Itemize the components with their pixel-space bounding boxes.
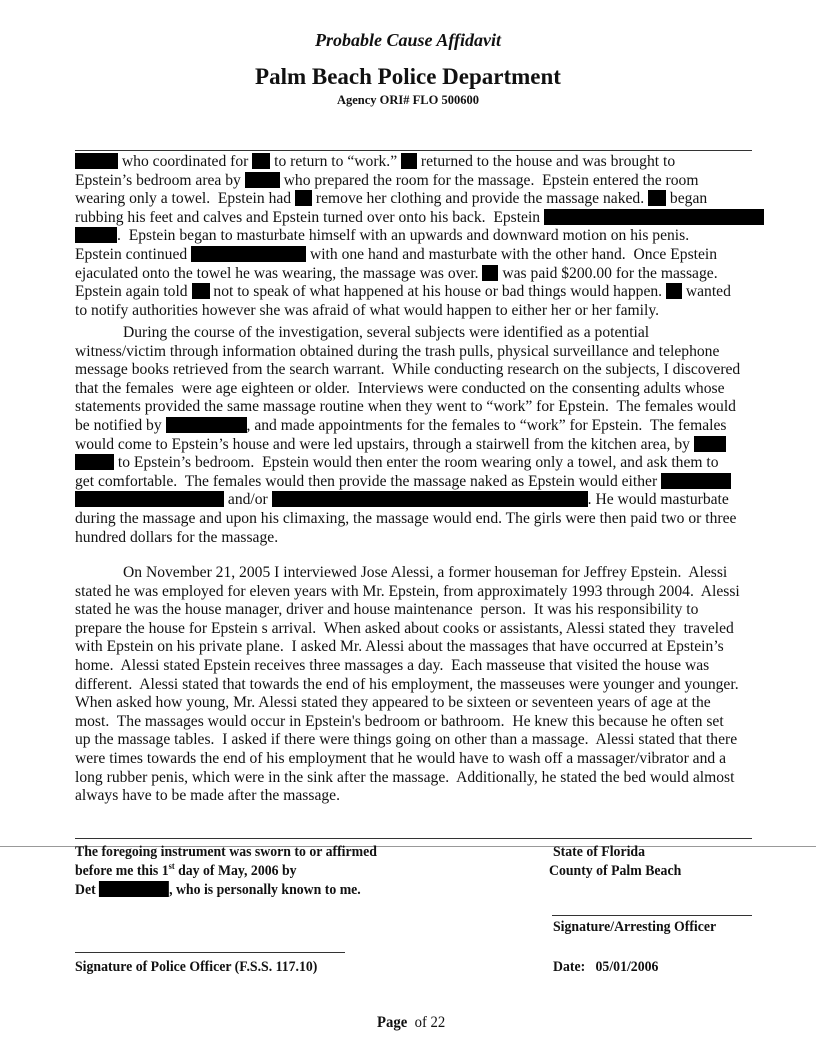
text-segment: ejaculated onto the towel he was wearing, the massage was over. — [75, 264, 483, 282]
footer-rule — [75, 838, 752, 839]
text-segment: hundred dollars for the massage. — [75, 528, 279, 546]
document-title: Probable Cause Affidavit — [315, 30, 501, 50]
text-segment: During the course of the investigation, several subjects were identified as a potential — [123, 324, 650, 341]
text-segment: were times towards the end of his employment that he would have to wash off a massager/vibrator and a — [75, 750, 727, 767]
text-segment: When asked how young, Mr. Alessi stated they appeared to be sixteen or seventeen years of age at the — [75, 694, 711, 712]
text-line — [75, 583, 740, 602]
redaction-box — [75, 454, 114, 470]
text-segment: who coordinated for — [118, 153, 253, 170]
text-segment: stated he was employed for eleven years with Mr. Epstein, from approximately 1993 through 2004. Alessi — [75, 582, 740, 600]
redaction-box — [661, 473, 731, 489]
redaction-box — [192, 283, 210, 299]
text-line — [75, 246, 717, 265]
text-segment: up the massage tables. I asked if there were things going on other than a massage. Alessi stated that there — [75, 731, 738, 749]
text-line — [75, 417, 726, 436]
text-segment: witness/victim through information obtained during the trash pulls, physical surveillance and telephone — [75, 342, 720, 360]
redaction-box — [272, 491, 588, 507]
text-line — [75, 153, 675, 172]
text-segment: would come to Epstein’s house and were led upstairs, through a stairwell from the kitchen area, by — [75, 435, 694, 453]
text-segment: statements provided the same massage routine when they went to “work” for Epstein. The females would — [75, 398, 736, 416]
text-line — [75, 731, 737, 750]
text-line — [75, 283, 731, 302]
text-segment: . Epstein began to masturbate himself with an upwards and downward motion on his penis. — [117, 227, 690, 245]
text-line — [75, 209, 764, 228]
header-rule — [75, 150, 752, 151]
sworn-statement-line-3 — [75, 881, 361, 899]
text-segment: always have to be made after the massage. — [75, 787, 340, 805]
redaction-box — [75, 491, 224, 507]
text-segment: Epstein’s bedroom area by — [75, 171, 245, 189]
text-segment: On November 21, 2005 I interviewed Jose Alessi, a former houseman for Jeffrey Epstein. Alessi — [123, 564, 728, 581]
text-segment: home. Alessi stated Epstein receives three massages a day. Each masseuse that visited the house was — [75, 657, 710, 674]
text-segment: Epstein again told — [75, 283, 192, 301]
text-line — [75, 361, 740, 380]
sworn-statement-line-2 — [75, 862, 297, 880]
text-line — [75, 713, 724, 732]
text-line — [75, 787, 340, 806]
redaction-box — [648, 190, 666, 206]
page-label: Page — [377, 1014, 408, 1031]
text-line — [75, 473, 731, 492]
redaction-box — [99, 881, 169, 897]
text-line — [75, 510, 736, 529]
county-label: County of Palm Beach — [549, 863, 682, 879]
redaction-box — [75, 227, 117, 243]
redaction-box — [482, 265, 498, 281]
text-segment: to Epstein’s bedroom. Epstein would then enter the room wearing only a towel, and ask them to — [114, 454, 719, 472]
text-segment: , and made appointments for the females to “work” for Epstein. The females — [246, 417, 727, 434]
text-segment: and/or — [224, 491, 272, 509]
redaction-box — [166, 417, 247, 433]
police-officer-signature-line — [75, 952, 345, 953]
sworn-date-rest: day of May, 2006 by — [174, 863, 297, 879]
text-line — [75, 380, 725, 399]
redaction-box — [401, 153, 417, 169]
sworn-date-text: before me this 1 — [75, 863, 169, 879]
known-text: , who is personally known to me. — [169, 882, 361, 898]
text-line — [75, 343, 719, 362]
text-segment: prepare the house for Epstein s arrival. When asked about cooks or assistants, Alessi stated they traveled — [75, 619, 734, 637]
text-segment: to return to “work.” — [270, 153, 402, 170]
text-segment: returned to the house and was brought to — [417, 153, 676, 170]
text-line — [75, 638, 724, 657]
text-segment: different. Alessi stated that towards the end of his employment, the masseuses were younger and younger. — [75, 675, 739, 693]
text-segment: with Epstein on his private plane. I asked Mr. Alessi about the massages that have occurred at Epstein’s — [75, 638, 724, 656]
text-line — [75, 694, 711, 713]
text-line — [75, 601, 698, 620]
redaction-box — [75, 153, 118, 169]
text-segment: long rubber penis, which were in the sink after the massage. Additionally, he stated the bed would almost — [75, 768, 735, 786]
text-segment: rubbing his feet and calves and Epstein turned over onto his back. Epstein — [75, 208, 544, 226]
date-field — [553, 958, 658, 976]
text-line — [75, 620, 734, 639]
text-line — [75, 454, 719, 473]
page-number — [377, 1014, 445, 1032]
text-line — [75, 302, 659, 321]
redaction-box — [245, 172, 280, 188]
redaction-box — [694, 436, 726, 452]
sworn-statement-line-1: The foregoing instrument was sworn to or affirmed — [75, 844, 377, 860]
text-segment: get comfortable. The females would then provide the massage naked as Epstein would either — [75, 472, 662, 490]
text-line — [75, 750, 726, 769]
sworn-date-suffix: st — [168, 861, 175, 871]
text-segment: . He would masturbate — [587, 491, 729, 509]
arresting-officer-signature-line — [552, 915, 752, 916]
det-label: Det — [75, 882, 100, 898]
text-segment: most. The massages would occur in Epstein's bedroom or bathroom. He knew this because he often set — [75, 712, 724, 730]
redaction-box — [544, 209, 764, 225]
text-line — [123, 324, 649, 343]
text-segment: with one hand and masturbate with the other hand. Once Epstein — [306, 246, 718, 263]
agency-ori: Agency ORI# FLO 500600 — [336, 93, 479, 107]
redaction-box — [666, 283, 682, 299]
text-segment: message books retrieved from the search warrant. While conducting research on the subjects, I discovered — [75, 361, 741, 379]
date-value: 05/01/2006 — [595, 959, 659, 975]
text-segment: remove her clothing and provide the massage naked. — [312, 190, 649, 208]
text-line — [75, 265, 718, 284]
text-segment: to notify authorities however she was afraid of what would happen to either her or her family. — [75, 301, 660, 319]
text-segment: who prepared the room for the massage. Epstein entered the room — [279, 171, 699, 189]
date-label: Date: — [553, 959, 586, 975]
text-line — [75, 172, 698, 191]
arresting-officer-label: Signature/Arresting Officer — [553, 919, 717, 935]
redaction-box — [295, 190, 312, 206]
text-line — [75, 529, 278, 548]
text-segment: be notified by — [75, 417, 166, 434]
text-segment: stated he was the house manager, driver and house maintenance person. It was his responsibility to — [75, 601, 699, 619]
text-segment: during the massage and upon his climaxing, the massage would end. The girls were then paid two or three — [75, 510, 737, 527]
text-line — [75, 190, 707, 209]
text-segment: Epstein continued — [75, 246, 192, 263]
text-segment: wearing only a towel. Epstein had — [75, 190, 295, 208]
police-officer-label: Signature of Police Officer (F.S.S. 117.10) — [75, 959, 318, 975]
text-line — [75, 676, 739, 695]
text-segment: that the females were age eighteen or older. Interviews were conducted on the consenting adults whose — [75, 379, 725, 397]
text-line — [75, 491, 729, 510]
text-line — [75, 227, 689, 246]
text-segment: began — [666, 190, 708, 208]
text-line — [75, 769, 734, 788]
text-segment: was paid $200.00 for the massage. — [498, 264, 718, 282]
text-line — [123, 564, 727, 583]
state-label: State of Florida — [553, 844, 645, 860]
redaction-box — [191, 246, 306, 262]
redaction-box — [252, 153, 270, 169]
text-line — [75, 657, 709, 676]
text-line — [75, 398, 736, 417]
page-total: of 22 — [414, 1014, 446, 1031]
text-line — [75, 436, 726, 455]
department-name: Palm Beach Police Department — [255, 64, 561, 89]
text-segment: not to speak of what happened at his house or bad things would happen. — [209, 283, 666, 301]
text-segment: wanted — [681, 283, 731, 301]
